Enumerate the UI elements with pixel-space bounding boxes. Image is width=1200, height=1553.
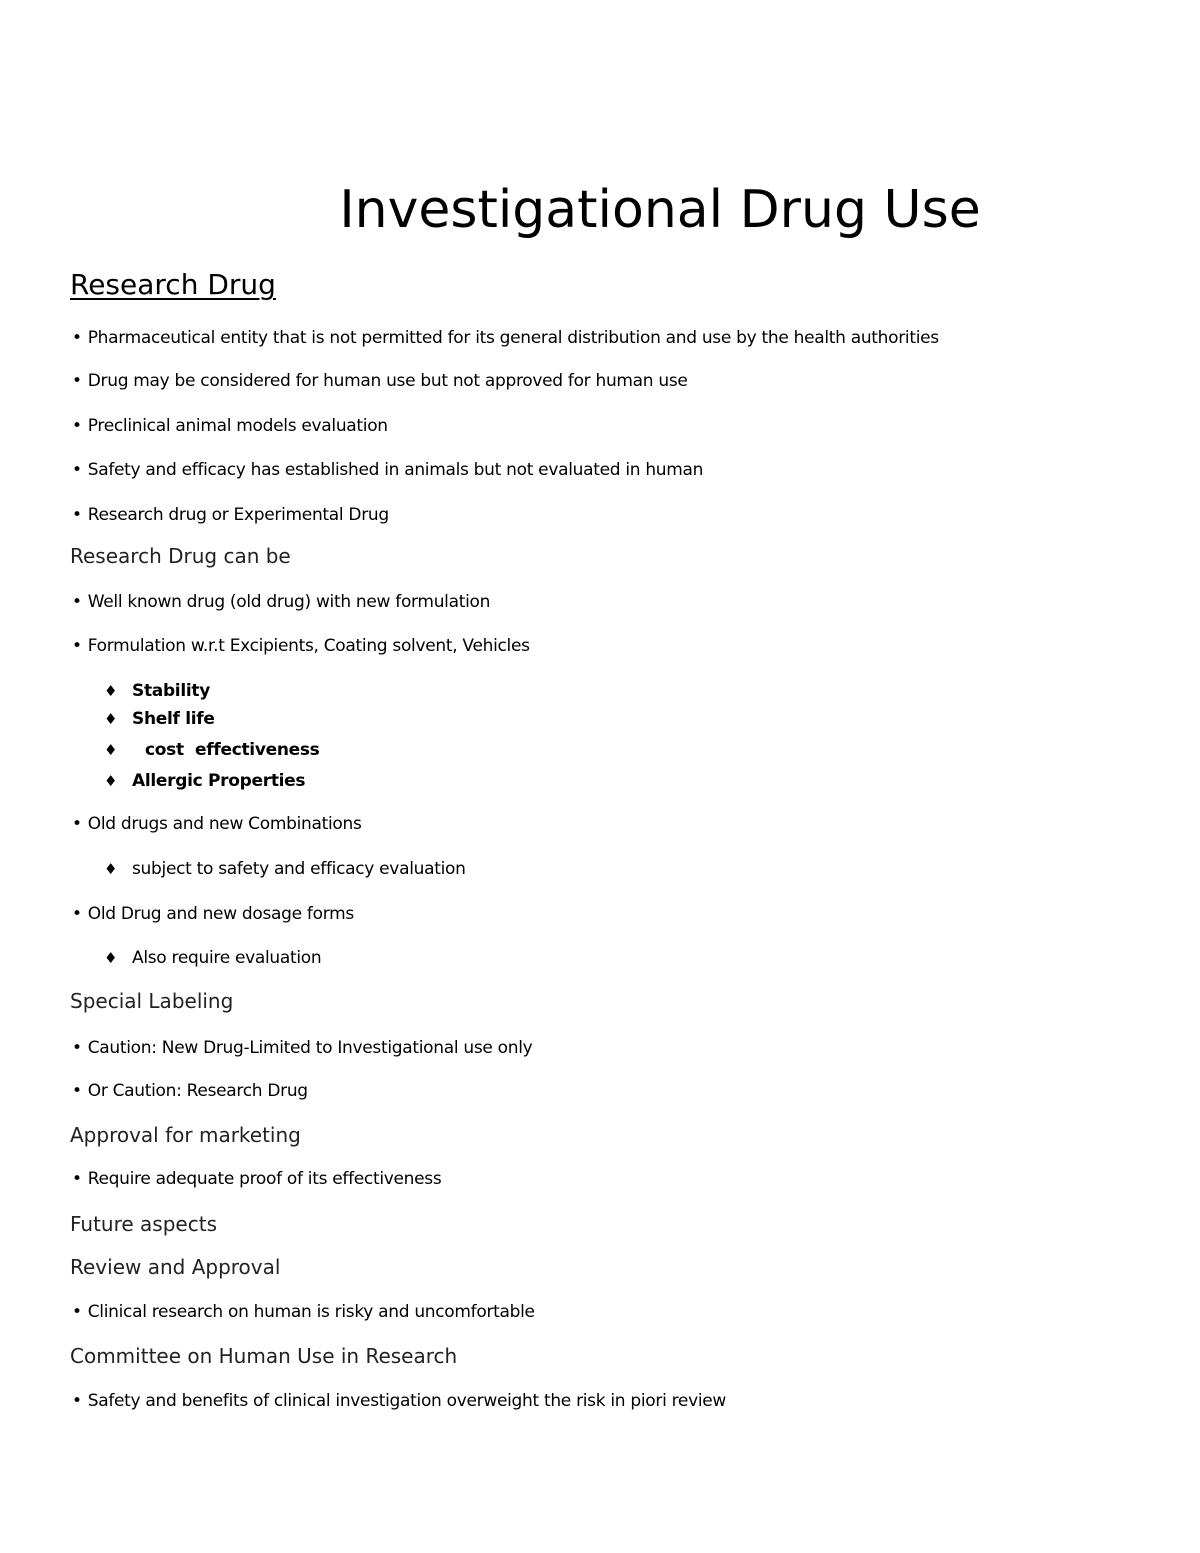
section-heading-special-labeling: Special Labeling [70,989,234,1013]
bullet-item: • Safety and efficacy has established in animals but not evaluated in human [72,459,703,481]
diamond-bullet-icon: ♦ [104,710,118,728]
sub-bullet-item [104,947,321,969]
section-heading-future-aspects: Future aspects [70,1212,217,1236]
bullet-item: • Well known drug (old drug) with new formulation [72,591,490,613]
bullet-item: • Old Drug and new dosage forms [72,903,354,925]
diamond-bullet-icon: ♦ [104,772,118,790]
sub-bullet-label: Also require evaluation [132,948,322,968]
bullet-item: • Preclinical animal models evaluation [72,415,388,437]
sub-bullet-item [104,708,215,730]
sub-bullet-label: Stability [132,681,211,701]
bullet-item: • Formulation w.r.t Excipients, Coating solvent, Vehicles [72,635,530,657]
bullet-item: • Old drugs and new Combinations [72,813,362,835]
bullet-item: • Clinical research on human is risky and uncomfortable [72,1301,535,1323]
diamond-bullet-icon: ♦ [104,949,118,967]
diamond-bullet-icon: ♦ [104,682,118,700]
bullet-item: • Safety and benefits of clinical investigation overweight the risk in piori review [72,1390,726,1412]
page-title: Investigational Drug Use [339,180,981,240]
bullet-item: • Or Caution: Research Drug [72,1080,308,1102]
sub-bullet-item [104,680,210,702]
sub-bullet-label: Shelf life [132,709,215,729]
bullet-item: • Drug may be considered for human use but not approved for human use [72,370,688,392]
sub-bullet-label: subject to safety and efficacy evaluation [132,859,466,879]
section-heading-review-approval: Review and Approval [70,1255,281,1279]
diamond-bullet-icon: ♦ [104,860,118,878]
bullet-item: • Research drug or Experimental Drug [72,504,389,526]
bullet-item: • Require adequate proof of its effectiveness [72,1168,441,1190]
section-heading-committee: Committee on Human Use in Research [70,1344,458,1368]
sub-bullet-item [104,858,466,880]
sub-bullet-item [104,770,305,792]
section-heading-can-be: Research Drug can be [70,544,291,568]
section-heading-approval-marketing: Approval for marketing [70,1123,301,1147]
sub-bullet-label: cost effectiveness [145,740,320,760]
sub-bullet-label: Allergic Properties [132,771,306,791]
bullet-item: • Caution: New Drug-Limited to Investigational use only [72,1037,532,1059]
section-heading-research-drug: Research Drug [70,268,276,301]
diamond-bullet-icon: ♦ [104,741,118,759]
sub-bullet-item [104,739,320,761]
bullet-item: • Pharmaceutical entity that is not permitted for its general distribution and use by the health authorities [72,327,939,349]
